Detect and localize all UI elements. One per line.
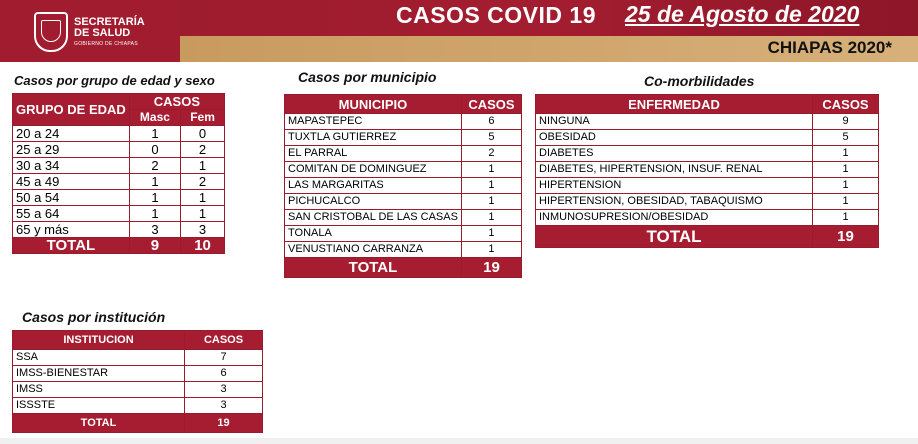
table-row (13, 206, 225, 222)
table-row (13, 366, 263, 382)
table-row (13, 398, 263, 414)
institution-cases: 3 (185, 382, 263, 398)
table-row (13, 158, 225, 174)
col-cases-header: CASOS (461, 95, 521, 114)
municipio-name: MAPASTEPEC (285, 114, 462, 130)
municipio-name: TONALA (285, 226, 462, 242)
table-row (536, 114, 879, 130)
col-cases-header: CASOS (813, 95, 879, 114)
age-table (12, 93, 225, 254)
col-enfermedad-header: ENFERMEDAD (536, 95, 813, 114)
institution-cases: 3 (185, 398, 263, 414)
table-row (285, 226, 522, 242)
disease-cases: 1 (813, 194, 879, 210)
disease-cases: 1 (813, 162, 879, 178)
total-fem: 10 (181, 238, 225, 254)
municipio-cases: 1 (461, 210, 521, 226)
disease-cases: 1 (813, 178, 879, 194)
org-line1: SECRETARÍA (74, 16, 145, 28)
page-title: CASOS COVID 19 (396, 2, 596, 28)
col-fem-header: Fem (181, 110, 225, 126)
org-line3: GOBIERNO DE CHIAPAS (74, 41, 138, 47)
age-group: 65 y más (13, 222, 130, 238)
logo (0, 0, 180, 62)
fem-count: 1 (181, 190, 225, 206)
disease-cases: 9 (813, 114, 879, 130)
municipio-name: TUXTLA GUTIERREZ (285, 130, 462, 146)
age-section-title: Casos por grupo de edad y sexo (14, 73, 215, 88)
municipio-name: EL PARRAL (285, 146, 462, 162)
fem-count: 1 (181, 206, 225, 222)
total-label: TOTAL (536, 226, 813, 248)
masc-count: 1 (129, 206, 180, 222)
fem-count: 0 (181, 126, 225, 142)
col-cases-header: CASOS (185, 331, 263, 350)
institution-name: SSA (13, 350, 185, 366)
age-group: 55 a 64 (13, 206, 130, 222)
disease-name: OBESIDAD (536, 130, 813, 146)
table-row (13, 126, 225, 142)
total-row (13, 414, 263, 433)
col-municipio-header: MUNICIPIO (285, 95, 462, 114)
header (0, 0, 918, 62)
municipio-cases: 5 (461, 130, 521, 146)
report-date: 25 de Agosto de 2020 (625, 1, 860, 27)
masc-count: 1 (129, 174, 180, 190)
age-group: 20 a 24 (13, 126, 130, 142)
total-masc: 9 (129, 238, 180, 254)
municipio-cases: 1 (461, 194, 521, 210)
total-label: TOTAL (285, 258, 462, 278)
col-cases-header: CASOS (129, 94, 224, 110)
institucion-table (12, 330, 263, 433)
table-row (536, 210, 879, 226)
table-row (536, 178, 879, 194)
table-row (285, 178, 522, 194)
masc-count: 3 (129, 222, 180, 238)
comorbilidades-section-title: Co-morbilidades (644, 73, 755, 89)
disease-cases: 5 (813, 130, 879, 146)
org-line2: DE SALUD (74, 27, 131, 39)
table-row (285, 194, 522, 210)
municipio-cases: 1 (461, 162, 521, 178)
age-group: 50 a 54 (13, 190, 130, 206)
age-group: 45 a 49 (13, 174, 130, 190)
institution-name: ISSSTE (13, 398, 185, 414)
masc-count: 2 (129, 158, 180, 174)
table-row (285, 114, 522, 130)
comorbilidades-table (535, 94, 879, 248)
municipio-cases: 1 (461, 226, 521, 242)
disease-name: DIABETES, HIPERTENSION, INSUF. RENAL (536, 162, 813, 178)
coat-of-arms-icon (34, 12, 68, 52)
institution-cases: 7 (185, 350, 263, 366)
disease-name: DIABETES (536, 146, 813, 162)
municipio-cases: 6 (461, 114, 521, 130)
municipio-name: PICHUCALCO (285, 194, 462, 210)
table-row (285, 130, 522, 146)
disease-cases: 1 (813, 146, 879, 162)
fem-count: 2 (181, 142, 225, 158)
masc-count: 1 (129, 126, 180, 142)
table-row (13, 142, 225, 158)
table-row (536, 130, 879, 146)
table-row (285, 242, 522, 258)
age-group: 30 a 34 (13, 158, 130, 174)
total-label: TOTAL (13, 414, 185, 433)
fem-count: 2 (181, 174, 225, 190)
total-value: 19 (461, 258, 521, 278)
municipio-name: VENUSTIANO CARRANZA (285, 242, 462, 258)
table-row (13, 222, 225, 238)
table-row (285, 210, 522, 226)
col-group-header: GRUPO DE EDAD (13, 94, 130, 126)
total-row (536, 226, 879, 248)
masc-count: 0 (129, 142, 180, 158)
total-row (285, 258, 522, 278)
municipio-name: LAS MARGARITAS (285, 178, 462, 194)
total-value: 19 (185, 414, 263, 433)
institution-name: IMSS (13, 382, 185, 398)
institution-name: IMSS-BIENESTAR (13, 366, 185, 382)
disease-name: HIPERTENSION, OBESIDAD, TABAQUISMO (536, 194, 813, 210)
table-row (13, 350, 263, 366)
municipio-table (284, 94, 522, 278)
total-label: TOTAL (13, 238, 130, 254)
age-group: 25 a 29 (13, 142, 130, 158)
table-row (13, 190, 225, 206)
masc-count: 1 (129, 190, 180, 206)
table-row (536, 162, 879, 178)
disease-name: NINGUNA (536, 114, 813, 130)
total-row (13, 238, 225, 254)
table-row (536, 146, 879, 162)
table-row (285, 146, 522, 162)
table-row (285, 162, 522, 178)
col-institucion-header: INSTITUCION (13, 331, 185, 350)
municipio-cases: 2 (461, 146, 521, 162)
col-masc-header: Masc (129, 110, 180, 126)
institution-cases: 6 (185, 366, 263, 382)
total-value: 19 (813, 226, 879, 248)
disease-name: HIPERTENSION (536, 178, 813, 194)
table-row (13, 382, 263, 398)
disease-name: INMUNOSUPRESION/OBESIDAD (536, 210, 813, 226)
municipio-cases: 1 (461, 178, 521, 194)
fem-count: 3 (181, 222, 225, 238)
municipio-name: SAN CRISTOBAL DE LAS CASAS (285, 210, 462, 226)
municipio-cases: 1 (461, 242, 521, 258)
region-label: CHIAPAS 2020* (767, 38, 892, 57)
municipio-name: COMITAN DE DOMINGUEZ (285, 162, 462, 178)
page-bottom-edge (0, 438, 918, 444)
fem-count: 1 (181, 158, 225, 174)
disease-cases: 1 (813, 210, 879, 226)
municipio-section-title: Casos por municipio (298, 69, 437, 85)
institucion-section-title: Casos por institución (22, 309, 166, 325)
table-row (536, 194, 879, 210)
table-row (13, 174, 225, 190)
